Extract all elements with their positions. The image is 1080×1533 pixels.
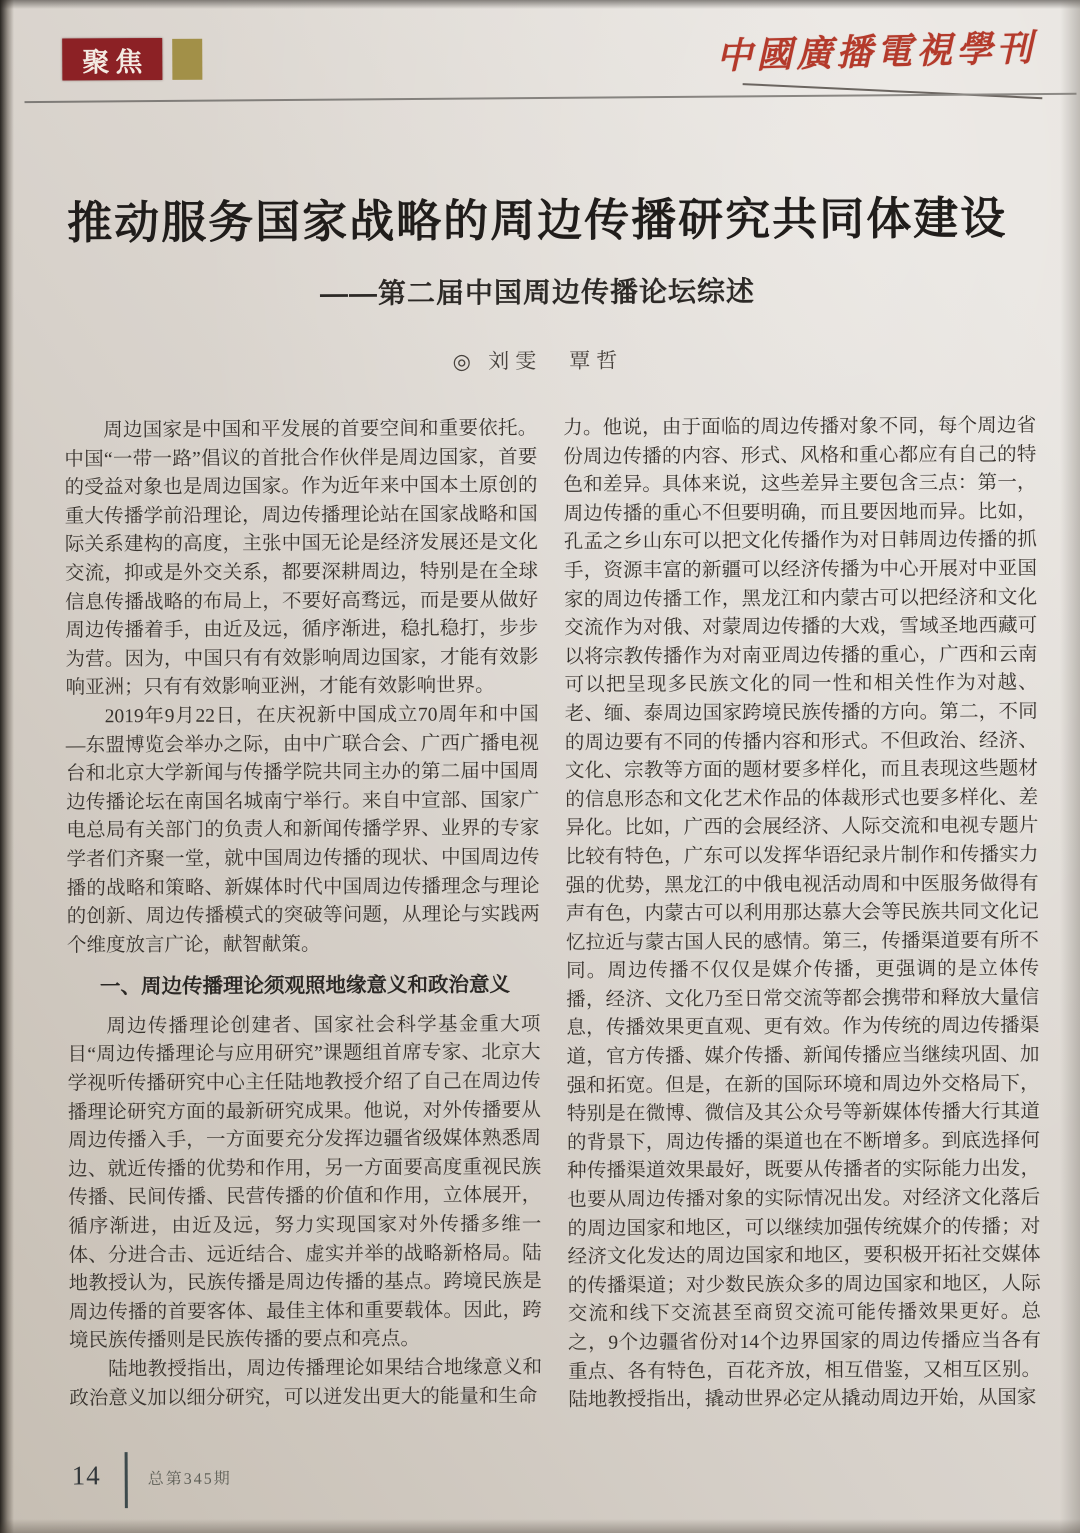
gold-square-decoration <box>172 39 202 80</box>
paragraph: 2019年9月22日，在庆祝新中国成立70周年和中国—东盟博览会举办之际，由中广联合会、广西广播电视台和北京大学新闻与传播学院共同主办的第二届中国周边传播论坛在南国名城南宁举行。来自中宣部、国家广电总局有关部门的负责人和新闻传播学界、业界的专家学者们齐聚一堂，就中国周边传播的现状、中国周边传播的战略和策略、新媒体时代中国周边传播理念与理论的创新、周边传播模式的突破等问题，从理论与实践两个维度放言广论，献智献策。 <box>65 703 540 957</box>
left-column <box>64 415 542 1418</box>
header-divider-rule <box>25 93 1077 103</box>
focus-section-badge: 聚焦 <box>62 38 162 81</box>
page-number: 14 <box>71 1460 101 1491</box>
article-authors: ◎ 刘雯 覃哲 <box>452 348 624 374</box>
right-column <box>563 412 1041 1415</box>
paragraph-continuation: 力。他说，由于面临的周边传播对象不同，每个周边省份周边传播的内容、形式、风格和重心都应有自己的特色和差异。具体来说，这些差异主要包含三点：第一，周边传播的重心不但要明确，而且要因地而异。比如，孔孟之乡山东可以把文化传播作为对日韩周边传播的抓手，资源丰富的新疆可以经济传播为中心开展对中亚国家的周边传播工作，黑龙江和内蒙古可以把经济和文化交流作为对俄、对蒙周边传播的大戏，雪域圣地西藏可以将宗教传播作为对南亚周边传播的重心，广西和云南可以把呈现多民族文化的同一性和相关性作为对越、老、缅、泰周边国家跨境民族传播的方向。第二，不同的周边要有不同的传播内容和形式。不但政治、经济、文化、宗教等方面的题材要多样化，而且表现这些题材的信息形态和文化艺术作品的体裁形式也要多样化、差异化。比如，广西的会展经济、人际交流和电视专题片比较有特色，广东可以发挥华语纪录片制作和传播实力强的优势，黑龙江的中俄电视活动周和中医服务做得有声有色，内蒙古可以利用那达慕大会等民族共同文化记忆拉近与蒙古国人民的感情。第三，传播渠道要有所不同。周边传播不仅仅是媒介传播，更强调的是立体传播，经济、文化乃至日常交流等都会携带和释放大量信息，传播效果更直观、更有效。作为传统的周边传播渠道，官方传播、媒介传播、新闻传播应当继续巩固、加强和拓宽。但是，在新的国际环境和周边外交格局下，特别是在微博、微信及其公众号等新媒体传播大行其道的背景下，周边传播的渠道也在不断增多。到底选择何种传播渠道效果最好，既要从传播者的实际能力出发，也要从周边传播对象的实际情况出发。对经济文化落后的周边国家和地区，可以继续加强传统媒介的传播；对经济文化发达的周边国家和地区，要积极开拓社交媒体的传播渠道；对少数民族众多的周边国家和地区，人际交流和线下交流甚至商贸交流可能传播效果更好。总之，9个边疆省份对14个边界国家的周边传播应当各有重点、各有特色，百花齐放，相互借鉴，又相互区别。陆地教授指出，撬动世界必定从撬动周边开始，从国家 <box>563 415 1042 1412</box>
issue-label: 总第345期 <box>147 1470 232 1489</box>
footer-divider-bar <box>125 1452 128 1508</box>
article-subtitle: ——第二届中国周边传播论坛综述 <box>319 275 756 310</box>
book-spine-shadow <box>0 0 14 1533</box>
paragraph: 陆地教授指出，周边传播理论如果结合地缘意义和政治意义加以细分研究，可以迸发出更大的能量和生命 <box>69 1356 543 1410</box>
paragraph: 周边国家是中国和平发展的首要空间和重要依托。中国“一带一路”倡议的首批合作伙伴是周边国家，首要的受益对象也是周边国家。作为近年来中国本土原创的重大传播学前沿理论，周边传播理论站在国家战略和国际关系建构的高度，主张中国无论是经济发展还是文化交流，抑或是外交关系，都要深耕周边，特别是在全球信息传播战略的布局上，不要好高骛远，而是要从做好周边传播着手，由近及远，循序渐进，稳扎稳打，步步为营。因为，中国只有有效影响周边国家，才能有效影响亚洲；只有有效影响亚洲，才能有效影响世界。 <box>64 418 539 699</box>
scan-edge-bottom <box>0 1519 1080 1533</box>
article-title: 推动服务国家战略的周边传播研究共同体建设 <box>66 192 1008 249</box>
scan-edge-right <box>1060 0 1080 1533</box>
scan-edge-top <box>0 0 1080 9</box>
journal-masthead-calligraphy: 中國廣播電視學刊 <box>715 27 1037 78</box>
section-heading: 一、周边传播理论须观照地缘意义和政治意义 <box>99 973 511 999</box>
article-body <box>64 412 1041 1418</box>
paragraph: 周边传播理论创建者、国家社会科学基金重大项目“周边传播理论与应用研究”课题组首席专家、北京大学视听传播研究中心主任陆地教授介绍了自己在周边传播理论研究方面的最新研究成果。他说，对外传播要从周边传播入手，一方面要充分发挥边疆省级媒体熟悉周边、就近传播的优势和作用，另一方面要高度重视民族传播、民间传播、民营传播的价值和作用，立体展开，循序渐进，由近及远，努力实现国家对外传播多维一体、分进合击、远近结合、虚实并举的战略新格局。陆地教授认为，民族传播是周边传播的基点。跨境民族是周边传播的首要客体、最佳主体和重要载体。因此，跨境民族传播则是民族传播的要点和亮点。 <box>67 1013 542 1352</box>
page-footer <box>72 1452 232 1509</box>
